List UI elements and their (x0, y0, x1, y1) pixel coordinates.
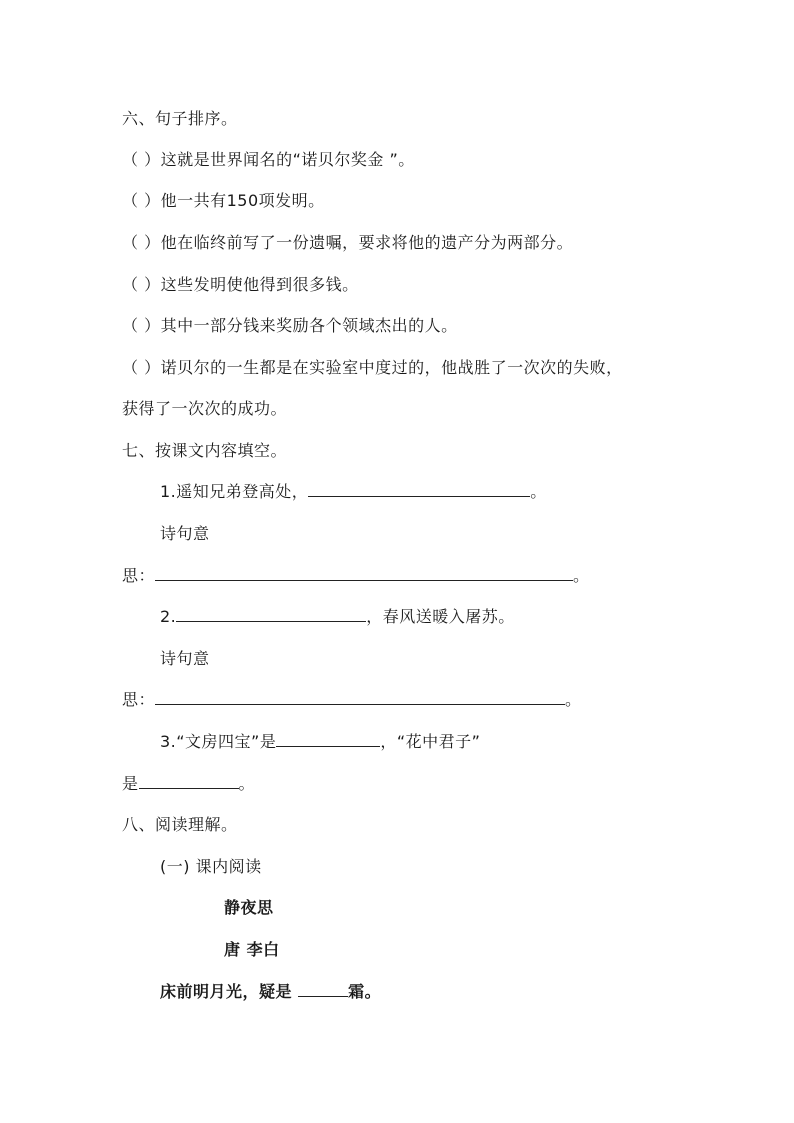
answer-blank[interactable] (276, 731, 380, 747)
sort-paren[interactable]: （ ） (122, 316, 161, 335)
answer-blank[interactable] (155, 565, 573, 581)
sort-paren[interactable]: （ ） (122, 191, 161, 210)
section8-heading: 八、阅读理解。 (122, 815, 238, 834)
sort-text: 这就是世界闻名的“诺贝尔奖金 ”。 (160, 150, 415, 169)
answer-blank[interactable] (298, 981, 348, 997)
sort-item-6-continuation: 获得了一次次的成功。 (122, 399, 288, 418)
sort-paren[interactable]: （ ） (122, 358, 161, 377)
subsection-heading: (一) 课内阅读 (160, 857, 262, 876)
sort-item-5 (122, 315, 458, 337)
fill-question-1: 1.遥知兄弟登高处， 。 (160, 482, 547, 501)
fill-question-3-continuation: 是 。 (122, 774, 256, 793)
sort-item-3 (122, 232, 573, 254)
answer-blank[interactable] (139, 773, 239, 789)
answer-blank[interactable] (176, 606, 366, 622)
answer-blank[interactable] (155, 689, 565, 705)
sort-paren[interactable]: （ ） (122, 275, 161, 294)
meaning-line-2: 思： 。 (122, 690, 582, 709)
sort-text: 他在临终前写了一份遗嘱，要求将他的遗产分为两部分。 (160, 233, 574, 252)
poem-author: 唐 李白 (224, 940, 280, 959)
sort-item-4 (122, 274, 359, 296)
sort-paren[interactable]: （ ） (122, 233, 161, 252)
sort-text: 这些发明使他得到很多钱。 (160, 275, 359, 294)
sort-text: 其中一部分钱来奖励各个领域杰出的人。 (160, 316, 458, 335)
sort-item-6 (122, 357, 623, 379)
sort-paren[interactable]: （ ） (122, 150, 161, 169)
fill-question-2: 2. ，春风送暖入屠苏。 (160, 607, 515, 626)
sort-item-2 (122, 190, 325, 212)
meaning-line-1: 思： 。 (122, 566, 590, 585)
poem-title: 静夜思 (224, 898, 274, 917)
section7-heading: 七、按课文内容填空。 (122, 441, 288, 460)
meaning-label-2: 诗句意 (160, 649, 210, 668)
section6-heading: 六、句子排序。 (122, 109, 238, 128)
sort-text: 诺贝尔的一生都是在实验室中度过的，他战胜了一次次的失败， (160, 358, 623, 377)
answer-blank[interactable] (308, 481, 530, 497)
poem-line-1: 床前明月光，疑是 霜。 (160, 982, 382, 1001)
fill-question-3: 3.“文房四宝”是 ，“花中君子” (160, 732, 481, 751)
sort-item-1 (122, 149, 415, 171)
sort-text: 他一共有150项发明。 (160, 191, 325, 210)
meaning-label-1: 诗句意 (160, 524, 210, 543)
